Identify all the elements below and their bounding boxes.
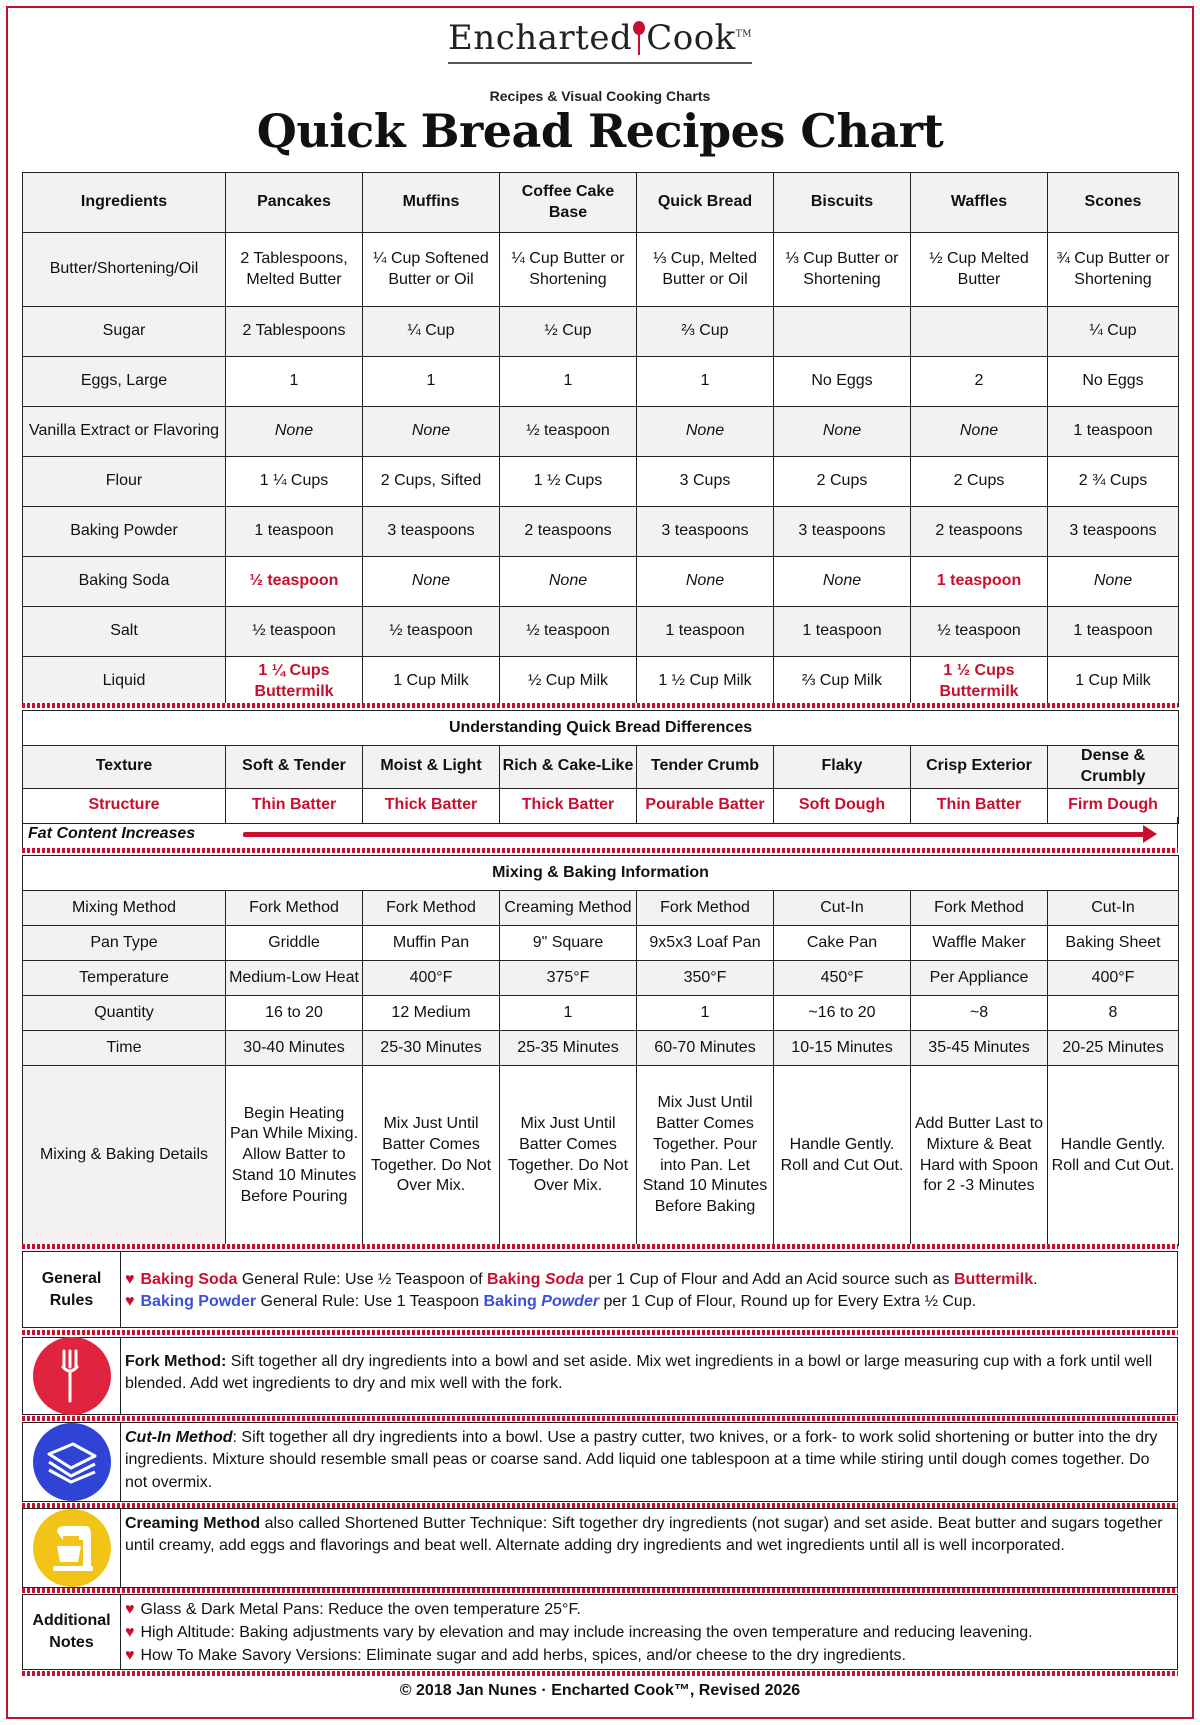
table-cell: Mix Just Until Batter Comes Together. Pour into Pan. Let Stand 10 Minutes Before Baking [637, 1066, 774, 1246]
table-cell: Fork Method [911, 891, 1048, 926]
stand-mixer-icon [33, 1509, 111, 1587]
table-cell: 25-30 Minutes [363, 1031, 500, 1066]
row-label: Flour [23, 457, 226, 507]
table-cell: 1 teaspoon [226, 507, 363, 557]
table-row [23, 657, 1179, 707]
table-cell: 20-25 Minutes [1048, 1031, 1179, 1066]
table-cell [911, 307, 1048, 357]
general-rules-box [22, 1251, 1178, 1328]
page-title: Quick Bread Recipes Chart [256, 104, 944, 158]
table-cell: ¼ Cup [1048, 307, 1179, 357]
row-label: Salt [23, 607, 226, 657]
table-cell: 3 teaspoons [1048, 507, 1179, 557]
table-cell: Medium-Low Heat [226, 961, 363, 996]
table-cell: Rich & Cake-Like [500, 746, 637, 789]
table-cell: 3 teaspoons [637, 507, 774, 557]
footer-copyright: © 2018 Jan Nunes · Encharted Cook™, Revised 2026 [399, 1682, 801, 1699]
additional-notes-text [125, 1598, 1169, 1668]
arrow-line [243, 832, 1147, 837]
table-cell: 12 Medium [363, 996, 500, 1031]
table-cell: Griddle [226, 926, 363, 961]
table-cell: Cut-In [774, 891, 911, 926]
creaming-icon-cell [23, 1509, 121, 1587]
section-divider [22, 848, 1178, 853]
table-cell: 1 ½ Cup Milk [637, 657, 774, 707]
table-cell: 1 teaspoon [1048, 407, 1179, 457]
table-cell: ½ teaspoon [363, 607, 500, 657]
header [0, 0, 1200, 170]
table-cell: Thick Batter [363, 788, 500, 823]
table-row [23, 357, 1179, 407]
table-cell: ½ Cup Milk [500, 657, 637, 707]
section-title: Understanding Quick Bread Differences [23, 711, 1179, 746]
table-cell: ⅔ Cup [637, 307, 774, 357]
table-cell: 2 teaspoons [500, 507, 637, 557]
table-cell: None [637, 407, 774, 457]
row-label: Liquid [23, 657, 226, 707]
logo-tm: TM [735, 29, 752, 40]
table-cell: ½ teaspoon [226, 557, 363, 607]
table-row [23, 961, 1179, 996]
table-cell: Waffle Maker [911, 926, 1048, 961]
table-cell: Thin Batter [226, 788, 363, 823]
cutin-icon-cell [23, 1423, 121, 1501]
table-cell: Cut-In [1048, 891, 1179, 926]
additional-notes-label: Additional Notes [23, 1595, 121, 1669]
table-cell: 1 ¼ Cups Buttermilk [226, 657, 363, 707]
table-cell: ½ teaspoon [911, 607, 1048, 657]
row-label: Temperature [23, 961, 226, 996]
table-cell: 25-35 Minutes [500, 1031, 637, 1066]
table-cell: 10-15 Minutes [774, 1031, 911, 1066]
ingredients-table [22, 172, 1179, 707]
heart-bullet-icon: ♥ [125, 1624, 135, 1642]
table-cell: 2 Cups, Sifted [363, 457, 500, 507]
table-cell: 1 Cup Milk [363, 657, 500, 707]
col-header: Pancakes [226, 173, 363, 233]
row-label: Baking Powder [23, 507, 226, 557]
logo-right: Cook [646, 18, 736, 58]
row-label: Quantity [23, 996, 226, 1031]
table-cell: 9" Square [500, 926, 637, 961]
table-cell: ¼ Cup Softened Butter or Oil [363, 233, 500, 307]
table-cell: None [500, 557, 637, 607]
table-cell: ½ Cup [500, 307, 637, 357]
table-cell: Pourable Batter [637, 788, 774, 823]
table-row [23, 507, 1179, 557]
table-row [23, 607, 1179, 657]
table-cell: 2 Tablespoons [226, 307, 363, 357]
table-cell: Tender Crumb [637, 746, 774, 789]
table-cell: None [637, 557, 774, 607]
table-row [23, 996, 1179, 1031]
ingredients-header-row [23, 173, 1179, 233]
table-cell: 1 teaspoon [637, 607, 774, 657]
row-label: Baking Soda [23, 557, 226, 607]
table-cell: 2 Cups [911, 457, 1048, 507]
table-cell: Creaming Method [500, 891, 637, 926]
table-cell: 9x5x3 Loaf Pan [637, 926, 774, 961]
table-cell: ⅓ Cup, Melted Butter or Oil [637, 233, 774, 307]
table-cell: Dense & Crumbly [1048, 746, 1179, 789]
table-cell: 350°F [637, 961, 774, 996]
table-cell: None [1048, 557, 1179, 607]
table-cell: 1 teaspoon [911, 557, 1048, 607]
row-label: Texture [23, 746, 226, 789]
heart-bullet-icon: ♥ [125, 1271, 135, 1288]
rule-powder: ♥ Baking Powder General Rule: Use 1 Teaspoon Baking Powder per 1 Cup of Flour, Round up for Every Extra ½ Cup. [125, 1293, 977, 1311]
table-cell: 60-70 Minutes [637, 1031, 774, 1066]
table-cell: ¾ Cup Butter or Shortening [1048, 233, 1179, 307]
baking-dish-icon [33, 1423, 111, 1501]
differences-table [22, 710, 1179, 824]
table-cell: Mix Just Until Batter Comes Together. Do Not Over Mix. [500, 1066, 637, 1246]
table-row [23, 407, 1179, 457]
table-cell: Soft & Tender [226, 746, 363, 789]
table-cell: Firm Dough [1048, 788, 1179, 823]
row-label: Sugar [23, 307, 226, 357]
mixing-title-row [23, 856, 1179, 891]
table-cell: Begin Heating Pan While Mixing. Allow Batter to Stand 10 Minutes Before Pouring [226, 1066, 363, 1246]
table-cell: No Eggs [774, 357, 911, 407]
table-row [23, 233, 1179, 307]
table-cell: ½ teaspoon [500, 407, 637, 457]
row-label: Mixing & Baking Details [23, 1066, 226, 1246]
row-label: Eggs, Large [23, 357, 226, 407]
table-cell: None [363, 557, 500, 607]
table-cell: None [774, 407, 911, 457]
table-row [23, 307, 1179, 357]
table-row [23, 457, 1179, 507]
col-header: Quick Bread [637, 173, 774, 233]
table-cell: ¼ Cup [363, 307, 500, 357]
table-cell: Add Butter Last to Mixture & Beat Hard with Spoon for 2 -3 Minutes [911, 1066, 1048, 1246]
table-cell: Per Appliance [911, 961, 1048, 996]
table-cell: None [226, 407, 363, 457]
table-cell: Soft Dough [774, 788, 911, 823]
cutin-method-text: Cut-In Method: Sift together all dry ingredients into a bowl. Use a pastry cutter, two knives, or a fork- to work solid shortening or butter into the dry ingredients. Mixture should resemble small peas or coarse sand. Add liquid one tablespoon at a time while stiring until dough comes together. Do not overmix. [125, 1429, 1158, 1491]
section-divider [22, 1671, 1178, 1676]
table-cell: 35-45 Minutes [911, 1031, 1048, 1066]
table-cell: 30-40 Minutes [226, 1031, 363, 1066]
table-cell: 1 teaspoon [774, 607, 911, 657]
row-label: Vanilla Extract or Flavoring [23, 407, 226, 457]
table-row [23, 1031, 1179, 1066]
table-cell: Mix Just Until Batter Comes Together. Do Not Over Mix. [363, 1066, 500, 1246]
table-cell: 1 ¼ Cups [226, 457, 363, 507]
row-label: Mixing Method [23, 891, 226, 926]
creaming-method-box [22, 1508, 1178, 1588]
table-cell: Fork Method [637, 891, 774, 926]
row-label: Butter/Shortening/Oil [23, 233, 226, 307]
table-cell: Baking Sheet [1048, 926, 1179, 961]
section-title: Mixing & Baking Information [23, 856, 1179, 891]
table-cell: 1 ½ Cups Buttermilk [911, 657, 1048, 707]
creaming-method-text: Creaming Method also called Shortened Butter Technique: Sift together dry ingredients (not sugar) and set aside. Beat butter and sugars together until creamy, add eggs and flavorings and beat well. Alternate adding dry ingredients and wet ingredients until all is well incorporated. [125, 1515, 1163, 1555]
fork-icon [33, 1337, 111, 1415]
table-cell: ¼ Cup Butter or Shortening [500, 233, 637, 307]
table-cell: None [363, 407, 500, 457]
table-row [23, 1066, 1179, 1246]
table-cell: ½ Cup Melted Butter [911, 233, 1048, 307]
table-cell: ~16 to 20 [774, 996, 911, 1031]
table-row [23, 557, 1179, 607]
section-divider [22, 1416, 1178, 1421]
table-cell: 1 [500, 357, 637, 407]
table-cell: Fork Method [226, 891, 363, 926]
spoon-heart-icon [633, 21, 645, 55]
row-label: Structure [23, 788, 226, 823]
table-cell: 16 to 20 [226, 996, 363, 1031]
note-item: ♥ High Altitude: Baking adjustments vary by elevation and may include increasing the oven temperature and reducing leavening. [125, 1624, 1033, 1642]
col-header: Coffee Cake Base [500, 173, 637, 233]
table-cell: No Eggs [1048, 357, 1179, 407]
table-cell: 1 [637, 996, 774, 1031]
heart-bullet-icon: ♥ [125, 1647, 135, 1665]
table-row [23, 926, 1179, 961]
fork-method-box [22, 1337, 1178, 1415]
logo-left: Encharted [447, 18, 633, 58]
fork-method-text: Fork Method: Sift together all dry ingredients into a bowl and set aside. Mix wet ingredients in a bowl or large measuring cup with a fork until well blended. Add wet ingredients to dry and mix well with the fork. [125, 1353, 1153, 1393]
table-cell: Thin Batter [911, 788, 1048, 823]
table-cell: ⅓ Cup Butter or Shortening [774, 233, 911, 307]
table-cell: Flaky [774, 746, 911, 789]
row-label: Pan Type [23, 926, 226, 961]
table-cell: Handle Gently. Roll and Cut Out. [1048, 1066, 1179, 1246]
mixing-table [22, 855, 1179, 1246]
table-cell: 375°F [500, 961, 637, 996]
table-cell: 3 teaspoons [774, 507, 911, 557]
table-cell: 1 Cup Milk [1048, 657, 1179, 707]
section-divider [22, 1244, 1178, 1249]
table-cell: Crisp Exterior [911, 746, 1048, 789]
table-cell: 1 [363, 357, 500, 407]
table-cell: 1 [637, 357, 774, 407]
general-rules-label: General Rules [23, 1252, 121, 1327]
additional-notes-box [22, 1594, 1178, 1670]
table-cell [774, 307, 911, 357]
table-cell: Fork Method [363, 891, 500, 926]
fork-icon-cell [23, 1338, 121, 1414]
arrow-right-icon [1143, 825, 1157, 843]
table-cell: 400°F [1048, 961, 1179, 996]
table-cell: 2 [911, 357, 1048, 407]
table-row [23, 891, 1179, 926]
col-header: Muffins [363, 173, 500, 233]
logo [0, 18, 1200, 64]
table-cell: Thick Batter [500, 788, 637, 823]
table-cell: 3 teaspoons [363, 507, 500, 557]
table-cell: ½ teaspoon [226, 607, 363, 657]
rule-soda: ♥ Baking Soda General Rule: Use ½ Teaspoon of Baking Soda per 1 Cup of Flour and Add an Acid source such as Buttermilk. [125, 1271, 1038, 1288]
table-cell: 1 [500, 996, 637, 1031]
table-cell: Moist & Light [363, 746, 500, 789]
section-divider [22, 1588, 1178, 1593]
table-cell: ½ teaspoon [500, 607, 637, 657]
table-cell: 450°F [774, 961, 911, 996]
table-cell: 2 ¾ Cups [1048, 457, 1179, 507]
table-cell: 2 Cups [774, 457, 911, 507]
note-item: ♥ Glass & Dark Metal Pans: Reduce the oven temperature 25°F. [125, 1601, 581, 1618]
table-cell: 1 [226, 357, 363, 407]
heart-bullet-icon: ♥ [125, 1293, 135, 1311]
table-cell: None [911, 407, 1048, 457]
table-cell: ⅔ Cup Milk [774, 657, 911, 707]
col-header: Ingredients [23, 173, 226, 233]
table-cell: 3 Cups [637, 457, 774, 507]
section-divider [22, 1330, 1178, 1335]
col-header: Waffles [911, 173, 1048, 233]
table-cell: None [774, 557, 911, 607]
row-label: Time [23, 1031, 226, 1066]
fat-content-label: Fat Content Increases [28, 825, 196, 842]
table-cell: Muffin Pan [363, 926, 500, 961]
table-cell: 2 Tablespoons, Melted Butter [226, 233, 363, 307]
note-item: ♥ How To Make Savory Versions: Eliminate sugar and add herbs, spices, and/or cheese to the dry ingredients. [125, 1647, 906, 1665]
section-divider [22, 703, 1178, 708]
table-cell: Cake Pan [774, 926, 911, 961]
table-cell: 2 teaspoons [911, 507, 1048, 557]
col-header: Scones [1048, 173, 1179, 233]
col-header: Biscuits [774, 173, 911, 233]
table-cell: 8 [1048, 996, 1179, 1031]
table-cell: 400°F [363, 961, 500, 996]
differences-title-row [23, 711, 1179, 746]
heart-bullet-icon: ♥ [125, 1601, 135, 1618]
table-cell: 1 teaspoon [1048, 607, 1179, 657]
table-cell: ~8 [911, 996, 1048, 1031]
table-cell: Handle Gently. Roll and Cut Out. [774, 1066, 911, 1246]
tagline: Recipes & Visual Cooking Charts [489, 88, 711, 104]
texture-row [23, 746, 1179, 789]
general-rules-text [125, 1269, 1169, 1314]
table-cell: 1 ½ Cups [500, 457, 637, 507]
cutin-method-box [22, 1422, 1178, 1502]
